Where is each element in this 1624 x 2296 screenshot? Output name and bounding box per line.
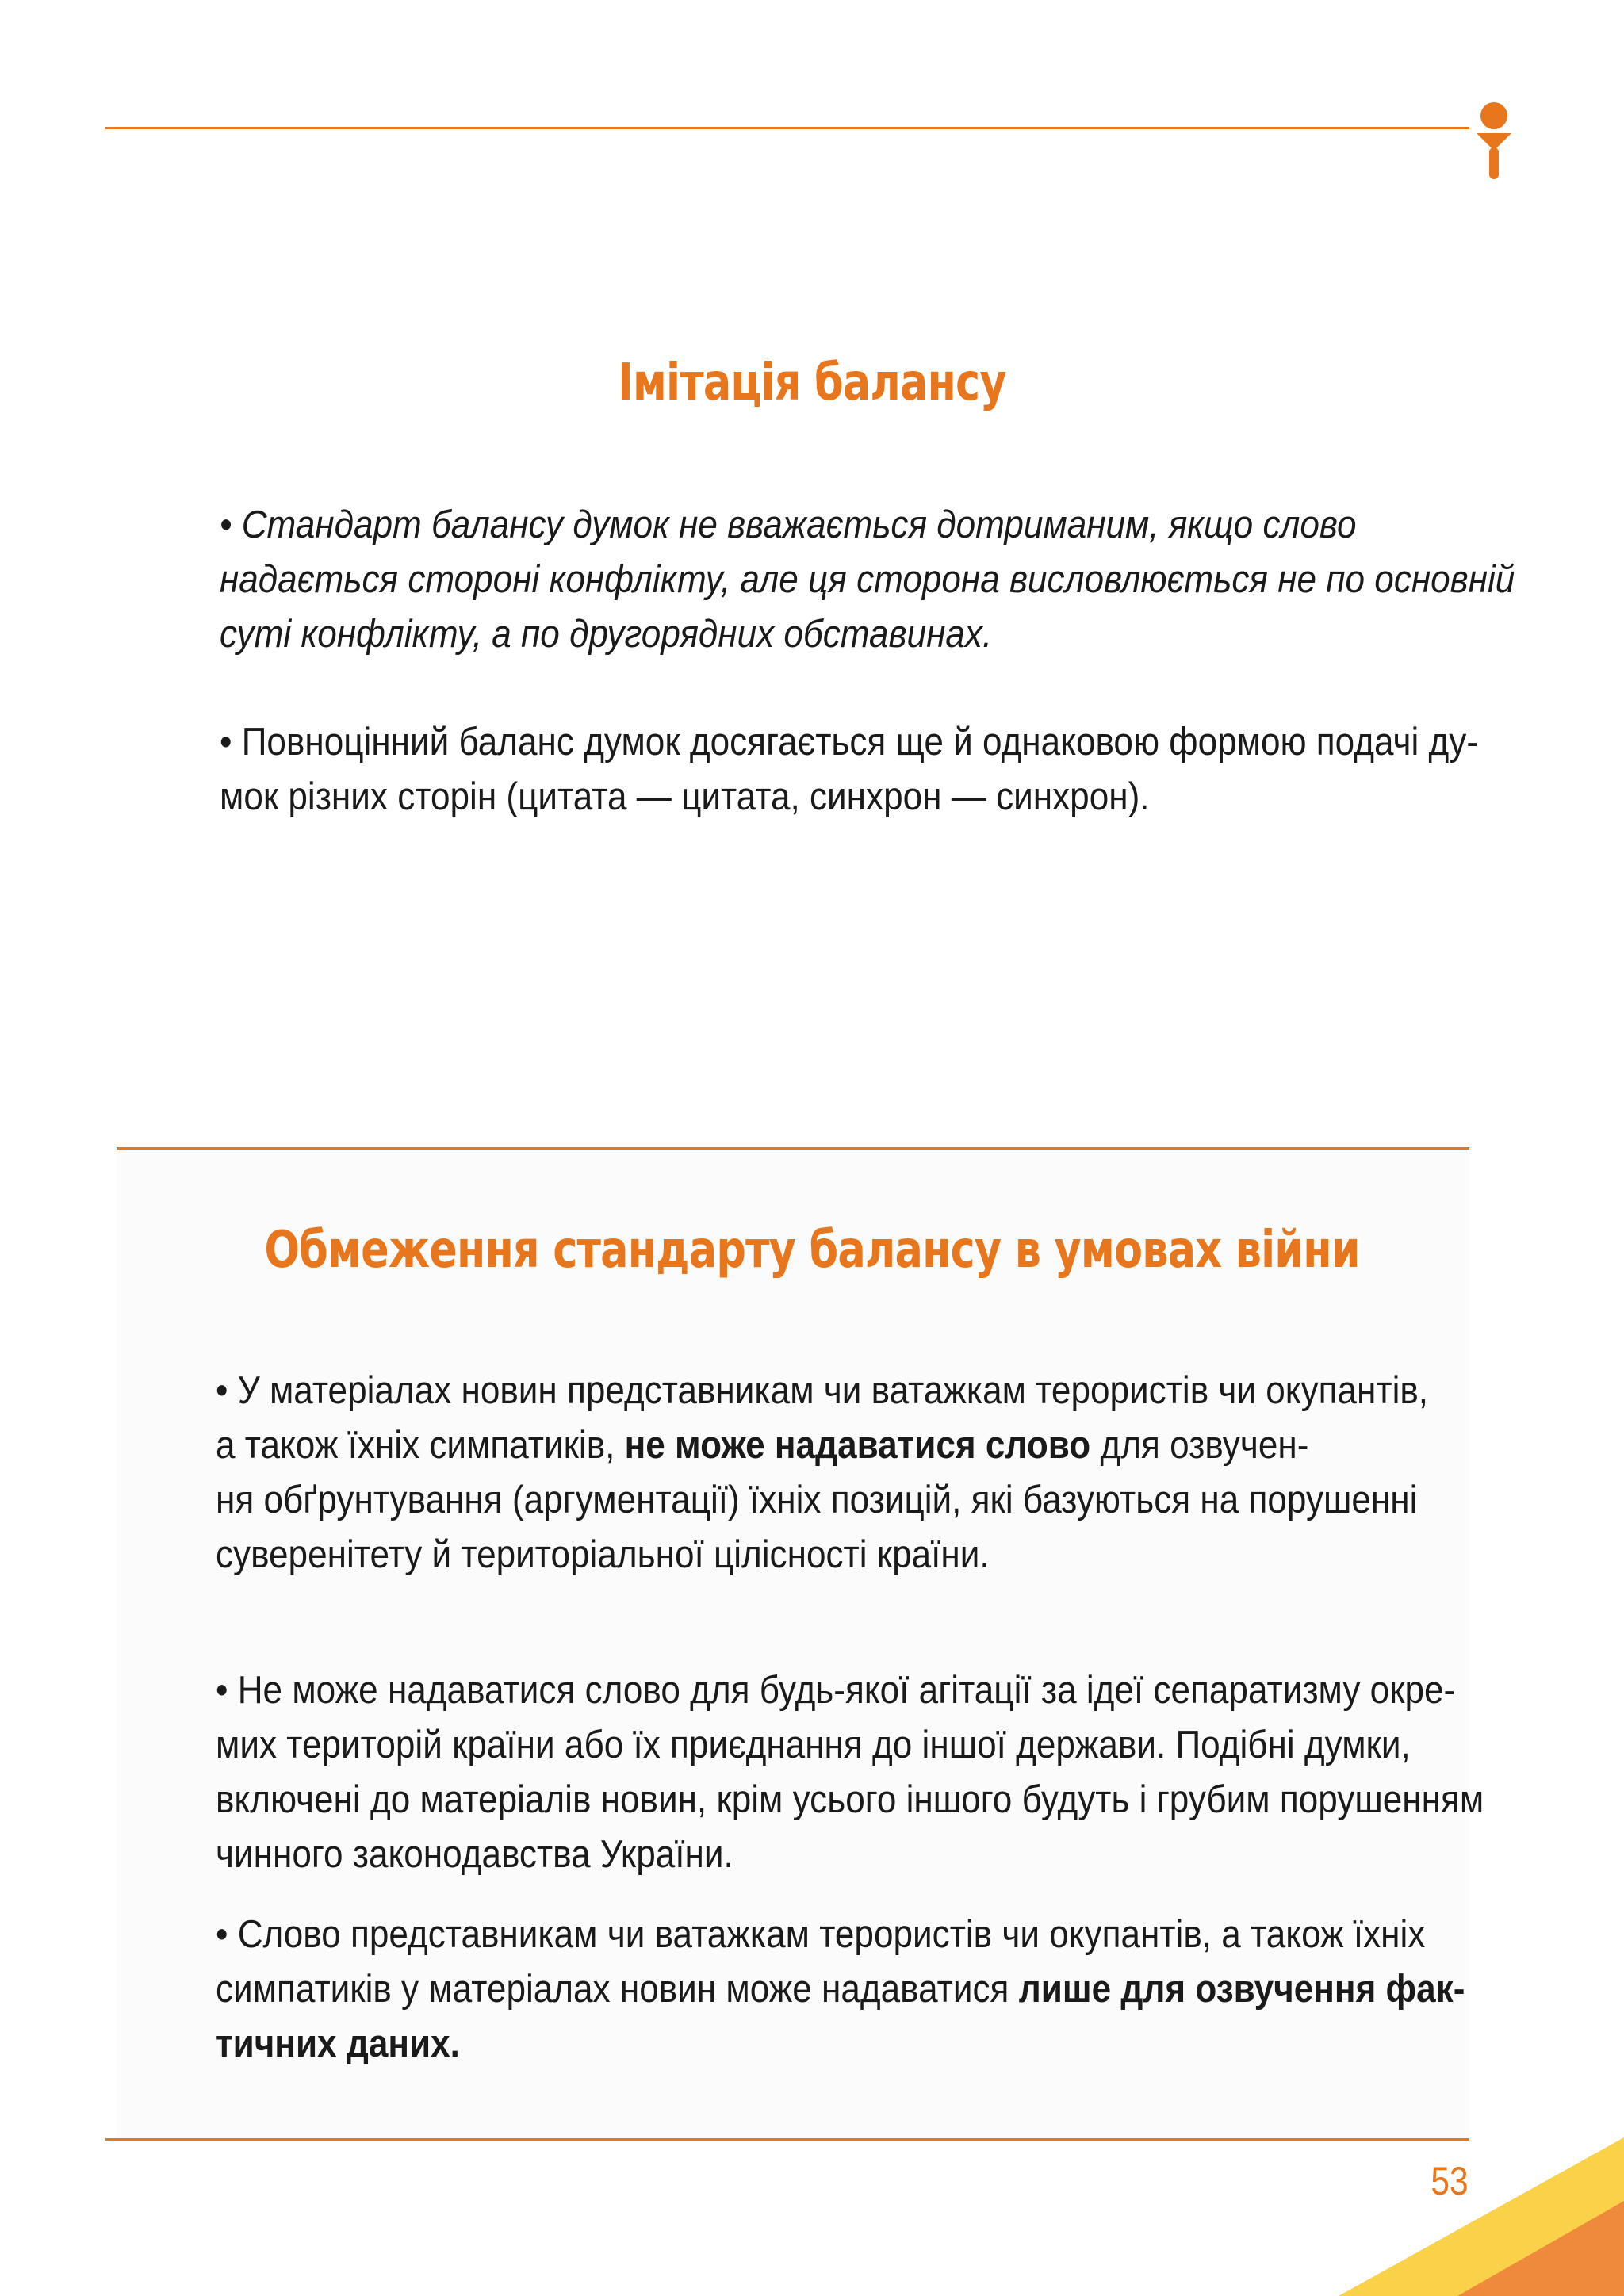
- text-line: суті конфлікту, а по другорядних обставинах.: [220, 613, 993, 656]
- text-line: [216, 2017, 1443, 2072]
- section-title-war-limitations: Обмеження стандарту балансу в умовах війни: [264, 1221, 1360, 1280]
- text-line: [216, 1418, 1443, 1473]
- page-number: 53: [1431, 2159, 1469, 2203]
- text-line: • Не може надаватися слово для будь-якої агітації за ідеї сепаратизму окре-: [216, 1669, 1456, 1712]
- text-line: • Стандарт балансу думок не вважається дотриманим, якщо слово: [220, 503, 1357, 546]
- person-pin-icon: [1472, 98, 1516, 181]
- top-divider: [105, 127, 1469, 129]
- text-line: • У матеріалах новин представникам чи ватажкам терористів чи окупантів,: [216, 1369, 1429, 1412]
- paragraph-no-voice-for-terrorists: [216, 1364, 1443, 1582]
- paragraph-factual-data-only: [216, 1908, 1465, 2072]
- corner-decoration: [1339, 2137, 1624, 2296]
- bold-emphasis: лише для озвучення фак-: [1018, 1968, 1465, 2011]
- paragraph-balance-standard: [220, 498, 1515, 662]
- text-fragment: а також їхніх симпатиків,: [216, 1424, 625, 1467]
- text-line: включені до матеріалів новин, крім усього іншого будуть і грубим порушенням: [216, 1778, 1484, 1821]
- text-line: ня обґрунтування (аргументації) їхніх позицій, які базуються на порушенні: [216, 1479, 1418, 1521]
- middle-divider: [117, 1147, 1469, 1150]
- text-fragment: симпатиків у матеріалах новин може надаватися: [216, 1968, 1019, 2011]
- bottom-divider: [105, 2138, 1469, 2141]
- text-line: надається стороні конфлікту, але ця сторона висловлюється не по основній: [220, 558, 1515, 601]
- bold-emphasis: не може надаватися слово: [624, 1424, 1091, 1467]
- text-line: [216, 1962, 1465, 2017]
- bold-emphasis: тичних даних.: [216, 2022, 460, 2065]
- paragraph-full-balance: [220, 715, 1479, 825]
- text-fragment: для озвучен-: [1090, 1424, 1309, 1467]
- text-line: • Повноцінний баланс думок досягається ще й однаковою формою подачі ду-: [220, 721, 1479, 763]
- text-line: мок різних сторін (цитата — цитата, синхрон — синхрон).: [220, 775, 1150, 818]
- text-line: • Слово представникам чи ватажкам терористів чи окупантів, а також їхніх: [216, 1913, 1426, 1956]
- text-line: мих територій країни або їх приєднання до іншої держави. Подібні думки,: [216, 1724, 1411, 1766]
- section-title-balance-imitation: Імітація балансу: [618, 354, 1006, 412]
- text-line: чинного законодавства України.: [216, 1833, 733, 1876]
- text-line: суверенітету й територіальної цілісності країни.: [216, 1533, 990, 1576]
- paragraph-no-separatism-agitation: [216, 1663, 1484, 1882]
